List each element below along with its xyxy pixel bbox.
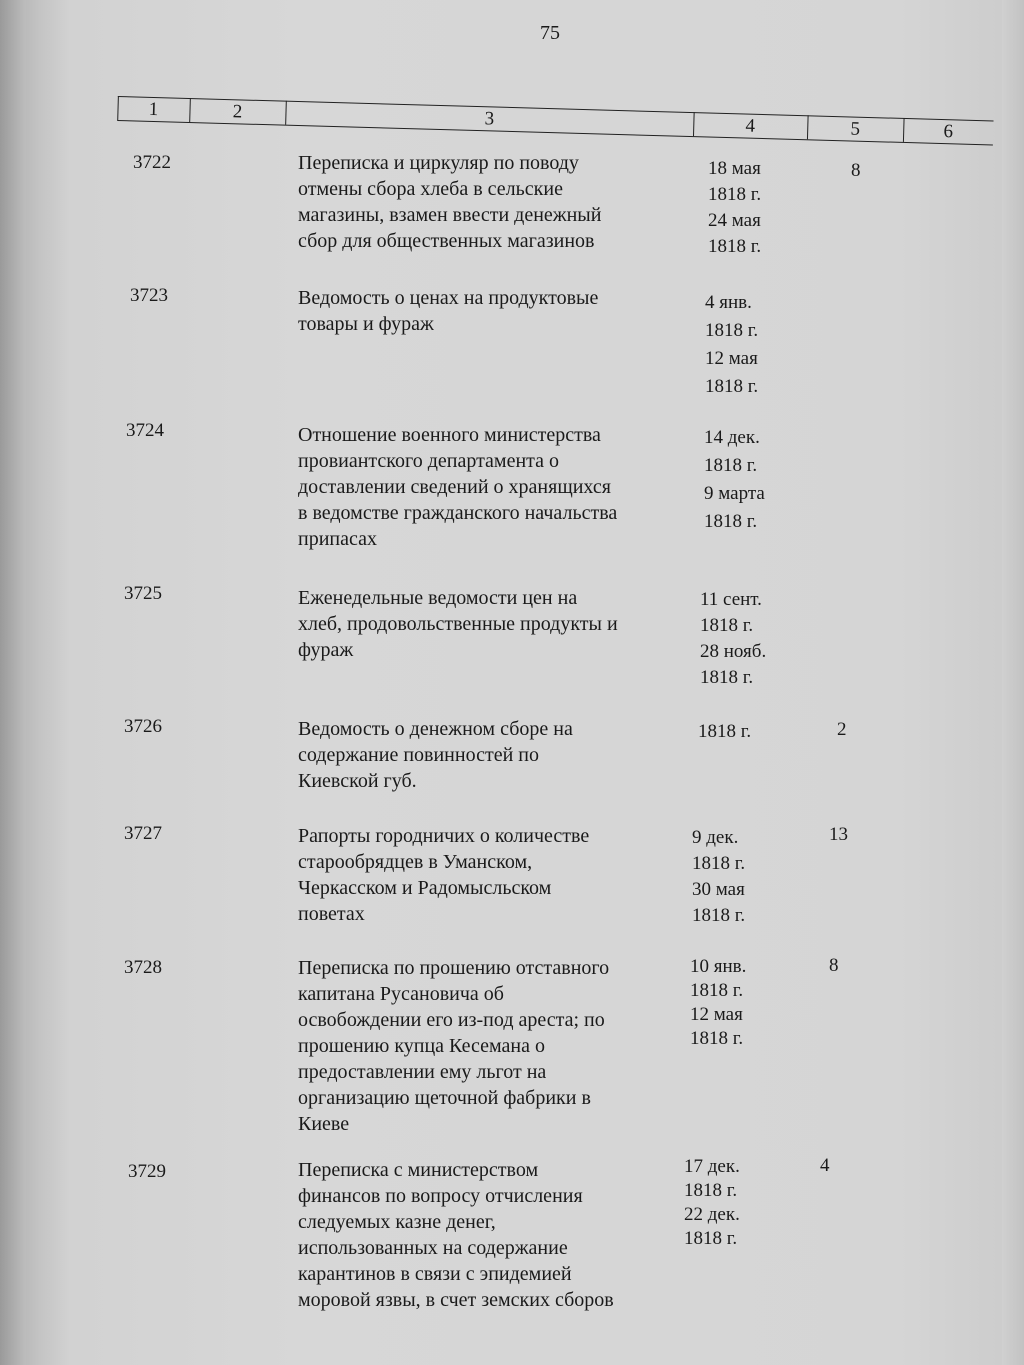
entry-description — [298, 823, 688, 927]
description-line: Киеве — [298, 1113, 350, 1135]
description-line: карантинов в связи с эпидемией — [298, 1263, 572, 1285]
description-line: предоставлении ему льгот на — [298, 1061, 547, 1083]
entry-description — [298, 285, 688, 337]
date-line: 1818 г. — [708, 236, 762, 257]
description-line: организацию щеточной фабрики в — [298, 1087, 591, 1109]
date-line: 1818 г. — [705, 376, 759, 397]
date-line: 11 сент. — [700, 589, 762, 610]
book-fold-shadow — [0, 0, 26, 1365]
entry-dates — [705, 289, 758, 401]
description-line: Киевской губ. — [298, 770, 417, 792]
date-line: 14 дек. — [704, 427, 760, 448]
page-right-edge — [1002, 0, 1024, 1365]
description-line: фураж — [298, 639, 354, 661]
sheet-count: 8 — [829, 955, 839, 976]
description-line: припасах — [298, 528, 377, 550]
description-line: Переписка с министерством — [298, 1159, 539, 1181]
date-line: 1818 г. — [700, 615, 754, 636]
header-col-3: 3 — [484, 108, 495, 130]
entry-dates — [684, 1155, 740, 1251]
description-line: старообрядцев в Уманском, — [298, 851, 533, 873]
date-line: 1818 г. — [692, 853, 746, 874]
date-line: 24 мая — [708, 210, 761, 231]
entry-dates — [700, 587, 766, 691]
description-line: использованных на содержание — [298, 1237, 568, 1259]
date-line: 1818 г. — [708, 184, 762, 205]
entry-description — [298, 716, 688, 794]
entry-dates — [690, 955, 746, 1051]
entry-dates — [698, 719, 751, 745]
description-line: провиантского департамента о — [298, 450, 560, 472]
entry-number: 3723 — [130, 285, 168, 306]
entry-number: 3722 — [133, 152, 171, 173]
entry-dates — [704, 424, 765, 536]
date-line: 30 мая — [692, 879, 745, 900]
date-line: 1818 г. — [692, 905, 746, 926]
date-line: 1818 г. — [684, 1180, 738, 1201]
description-line: доставлении сведений о хранящихся — [298, 476, 611, 498]
description-line: хлеб, продовольственные продукты и — [298, 613, 618, 635]
description-line: магазины, взамен ввести денежный — [298, 204, 602, 226]
header-col-4: 4 — [745, 115, 756, 137]
date-line: 1818 г. — [690, 1028, 744, 1049]
description-line: содержание повинностей по — [298, 744, 539, 766]
date-line: 1818 г. — [684, 1228, 738, 1249]
date-line: 1818 г. — [704, 455, 758, 476]
entry-number: 3727 — [124, 823, 162, 844]
description-line: прошению купца Кесемана о — [298, 1035, 545, 1057]
description-line: моровой язвы, в счет земских сборов — [298, 1289, 614, 1311]
header-col-5: 5 — [850, 118, 861, 140]
entry-description — [298, 422, 693, 552]
description-line: освобождении его из-под ареста; по — [298, 1009, 605, 1031]
entry-description — [298, 585, 688, 663]
entry-dates — [708, 156, 761, 260]
date-line: 1818 г. — [705, 320, 759, 341]
header-col-2: 2 — [232, 101, 243, 123]
date-line: 12 мая — [690, 1004, 743, 1025]
page-number: 75 — [540, 22, 560, 44]
date-line: 9 дек. — [692, 827, 739, 848]
description-line: Черкасском и Радомысльском — [298, 877, 552, 899]
description-line: Переписка и циркуляр по поводу — [298, 152, 579, 174]
entry-description — [298, 1157, 688, 1313]
entry-dates — [692, 825, 745, 929]
description-line: отмены сбора хлеба в сельские — [298, 178, 563, 200]
entry-number: 3728 — [124, 957, 162, 978]
date-line: 18 мая — [708, 158, 761, 179]
date-line: 17 дек. — [684, 1156, 740, 1177]
entry-description — [298, 150, 688, 254]
date-line: 9 марта — [704, 483, 765, 504]
description-line: поветах — [298, 903, 365, 925]
description-line: Ведомость о денежном сборе на — [298, 718, 573, 740]
description-line: сбор для общественных магазинов — [298, 230, 595, 252]
sheet-count: 8 — [851, 160, 861, 181]
date-line: 1818 г. — [700, 667, 754, 688]
header-col-1: 1 — [148, 98, 159, 121]
description-line: финансов по вопросу отчисления — [298, 1185, 583, 1207]
date-line: 1818 г. — [690, 980, 744, 1001]
sheet-count: 4 — [820, 1155, 830, 1176]
date-line: 4 янв. — [705, 292, 752, 313]
date-line: 22 дек. — [684, 1204, 740, 1225]
date-line: 10 янв. — [690, 956, 747, 977]
date-line: 1818 г. — [698, 721, 752, 742]
sheet-count: 2 — [837, 719, 847, 740]
sheet-count: 13 — [829, 824, 848, 845]
description-line: в ведомстве гражданского начальства — [298, 502, 618, 524]
entry-number: 3725 — [124, 583, 162, 604]
date-line: 12 мая — [705, 348, 758, 369]
entry-number: 3729 — [128, 1161, 166, 1182]
description-line: капитана Русановича об — [298, 983, 504, 1005]
description-line: следуемых казне денег, — [298, 1211, 496, 1233]
description-line: Отношение военного министерства — [298, 424, 601, 446]
description-line: Ведомость о ценах на продуктовые — [298, 287, 599, 309]
description-line: Переписка по прошению отставного — [298, 957, 610, 979]
description-line: Еженедельные ведомости цен на — [298, 587, 578, 609]
entry-description — [298, 955, 688, 1137]
header-col-6: 6 — [943, 121, 954, 143]
description-line: Рапорты городничих о количестве — [298, 825, 590, 847]
date-line: 28 нояб. — [700, 641, 767, 662]
entry-number: 3724 — [126, 420, 164, 441]
date-line: 1818 г. — [704, 511, 758, 532]
entry-number: 3726 — [124, 716, 162, 737]
description-line: товары и фураж — [298, 313, 434, 335]
